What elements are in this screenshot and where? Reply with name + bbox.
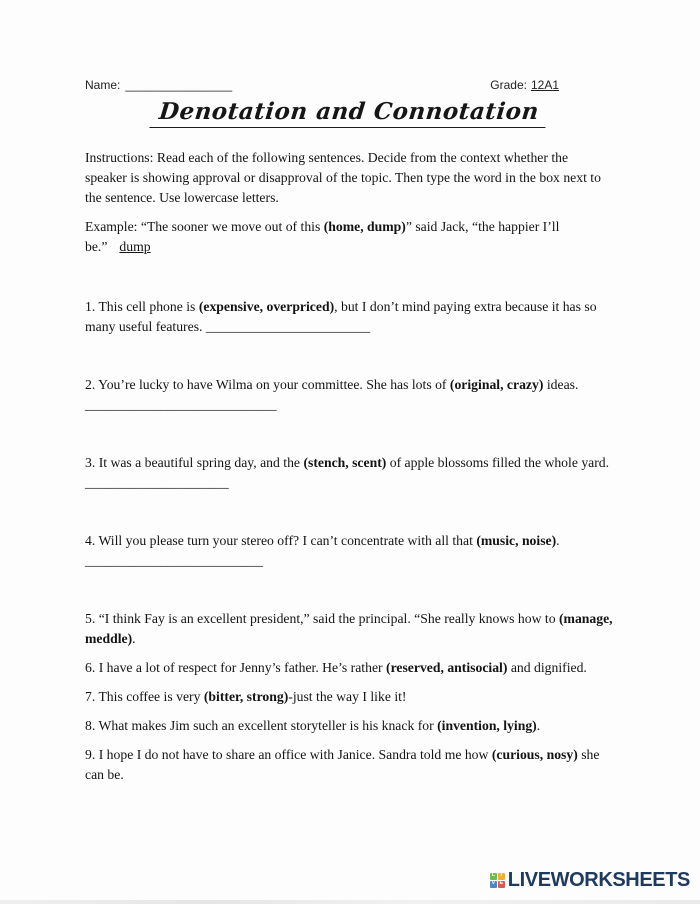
word-choice: (stench, scent) <box>303 455 387 470</box>
question-text: 4. Will you please turn your stereo off? I can’t concentrate with all that <box>85 533 477 548</box>
header-row <box>85 78 613 92</box>
word-choice: (manage, meddle) <box>85 611 613 646</box>
questions-list <box>85 297 613 785</box>
question-text: 6. I have a lot of respect for Jenny’s father. He’s rather <box>85 660 387 675</box>
question-text: -just the way I like it! <box>288 689 407 704</box>
answer-blank[interactable]: __________________________ <box>85 553 263 568</box>
question-9 <box>85 745 613 785</box>
title-row <box>85 98 613 128</box>
grade-field <box>490 78 559 92</box>
question-text: she can be. <box>85 747 600 782</box>
grade-value: 12A1 <box>530 78 559 92</box>
instructions-paragraph: Instructions: Read each of the following sentences. Decide from the context whether the speaker is showing approval or disapproval of the topic. Then type the word in the box next to the sentence. Use lowercase letters. <box>85 150 601 205</box>
word-choice: (expensive, overpriced) <box>198 299 335 314</box>
logo-square-l: L <box>491 872 495 879</box>
example-answer: dump <box>119 239 151 254</box>
question-text: , but I don’t mind paying extra because it has so many useful features. <box>85 299 597 334</box>
question-7 <box>85 687 613 707</box>
example-text-pre: Example: “The sooner we move out of this <box>85 219 324 234</box>
question-1 <box>85 297 613 337</box>
question-text: 1. This cell phone is <box>85 299 199 314</box>
word-choice: (reserved, antisocial) <box>386 660 508 675</box>
question-3 <box>85 453 613 493</box>
example-text-post: ” said Jack, “the happier I’ll be.” <box>85 219 560 254</box>
name-field <box>85 78 232 92</box>
question-text: 5. “I think Fay is an excellent president,” said the principal. “She really knows how to <box>85 611 559 626</box>
question-text: 7. This coffee is very <box>85 689 204 704</box>
word-choice: (original, crazy) <box>449 377 544 392</box>
worksheet-title: Denotation and Connotation <box>150 98 549 128</box>
logo-square-v: V <box>491 880 496 887</box>
question-4 <box>85 531 613 571</box>
question-text: and dignified. <box>507 660 587 675</box>
question-text: 8. What makes Jim such an excellent storyteller is his knack for <box>85 718 438 733</box>
page-bottom-edge <box>0 900 700 904</box>
liveworksheets-grid-icon <box>490 873 505 888</box>
name-label: Name: <box>85 78 121 92</box>
question-text: ideas. <box>543 377 579 392</box>
question-text: . <box>536 718 541 733</box>
logo-square-i: I <box>498 873 505 880</box>
question-text: 9. I hope I do not have to share an office with Janice. Sandra told me how <box>85 747 492 762</box>
question-5 <box>85 609 613 649</box>
answer-blank[interactable]: _____________________ <box>85 475 229 490</box>
grade-label: Grade: <box>490 78 527 92</box>
logo-square-e: E <box>499 880 504 887</box>
example-paragraph <box>85 217 613 257</box>
question-2 <box>85 375 613 415</box>
liveworksheets-logo-text: LIVEWORKSHEETS <box>507 869 690 891</box>
word-choice: (bitter, strong) <box>203 689 289 704</box>
word-choice: (invention, lying) <box>437 718 537 733</box>
example-word-choice: (home, dump) <box>323 219 406 234</box>
question-text: . <box>132 631 136 646</box>
word-choice: (curious, nosy) <box>491 747 578 762</box>
answer-blank[interactable]: ________________________ <box>205 319 371 334</box>
question-text: 3. It was a beautiful spring day, and the <box>85 455 304 470</box>
question-text: of apple blossoms filled the whole yard. <box>386 455 610 470</box>
question-text: 2. You’re lucky to have Wilma on your committee. She has lots of <box>85 377 450 392</box>
answer-blank[interactable]: ____________________________ <box>85 397 277 412</box>
question-8 <box>85 716 613 736</box>
word-choice: (music, noise) <box>476 533 557 548</box>
name-blank[interactable]: ________________ <box>125 78 233 92</box>
question-text: . <box>556 533 560 548</box>
liveworksheets-logo[interactable] <box>490 870 690 890</box>
question-6 <box>85 658 613 678</box>
